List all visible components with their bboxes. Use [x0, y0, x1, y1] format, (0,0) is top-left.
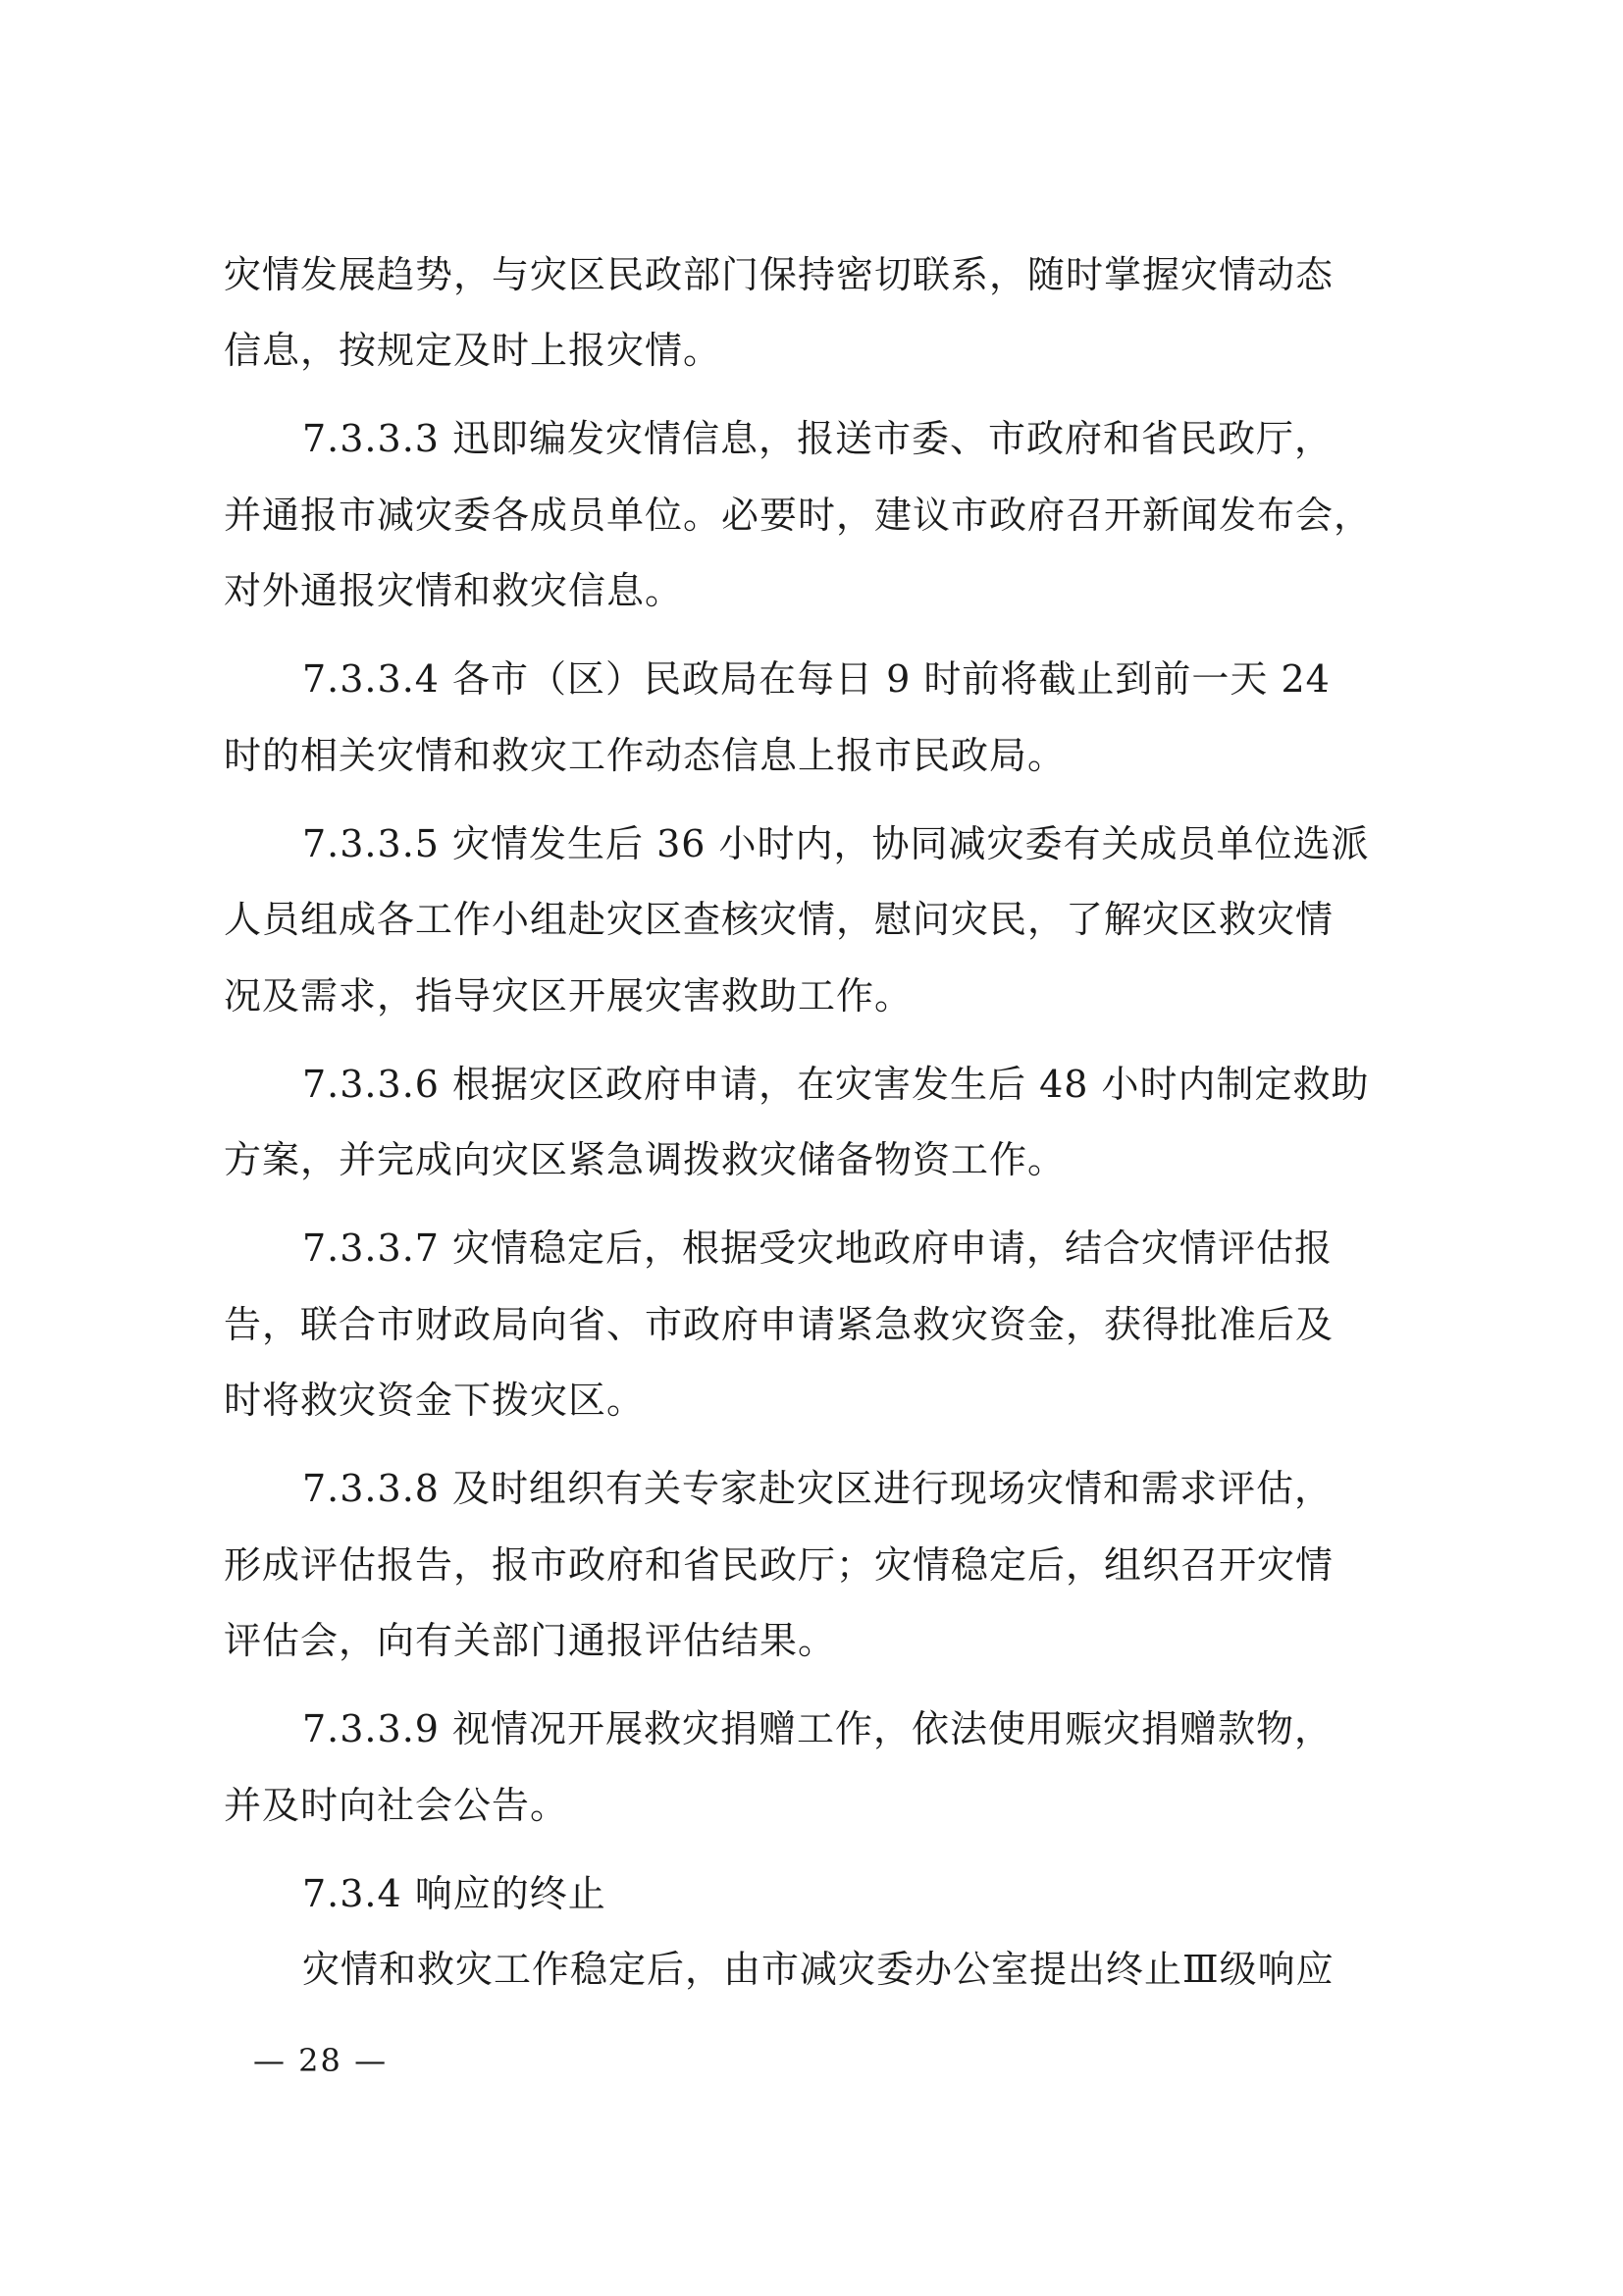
section-7-3-3-3: 7.3.3.3 迅即编发灾情信息，报送市委、市政府和省民政厅， — [302, 417, 1334, 460]
section-7-3-3-9: 7.3.3.9 视情况开展救灾捐赠工作，依法使用赈灾捐赠款物， — [302, 1707, 1334, 1750]
body-text-line: 况及需求，指导灾区开展灾害救助工作。 — [224, 974, 914, 1018]
body-text-line: 并及时向社会公告。 — [224, 1784, 569, 1827]
body-text-line: 对外通报灾情和救灾信息。 — [224, 569, 684, 612]
section-heading-7-3-4: 7.3.4 响应的终止 — [302, 1872, 606, 1915]
body-text-line: 方案，并完成向灾区紧急调拨救灾储备物资工作。 — [224, 1138, 1067, 1181]
body-text-line: 形成评估报告，报市政府和省民政厅；灾情稳定后，组织召开灾情 — [224, 1543, 1335, 1587]
page-number: — 28 — — [253, 2042, 389, 2079]
section-7-3-3-4: 7.3.3.4 各市（区）民政局在每日 9 时前将截止到前一天 24 — [302, 657, 1331, 701]
body-text-line: 并通报市减灾委各成员单位。必要时，建议市政府召开新闻发布会， — [224, 494, 1373, 537]
section-7-3-3-5: 7.3.3.5 灾情发生后 36 小时内，协同减灾委有关成员单位选派 — [302, 822, 1370, 865]
section-7-3-3-7: 7.3.3.7 灾情稳定后，根据受灾地政府申请，结合灾情评估报 — [302, 1226, 1334, 1270]
body-text-line: 时的相关灾情和救灾工作动态信息上报市民政局。 — [224, 734, 1067, 777]
body-text-line: 灾情发展趋势，与灾区民政部门保持密切联系，随时掌握灾情动态 — [224, 253, 1335, 296]
body-text-line: 人员组成各工作小组赴灾区查核灾情，慰问灾民，了解灾区救灾情 — [224, 898, 1335, 941]
body-text-line: 评估会，向有关部门通报评估结果。 — [224, 1619, 837, 1662]
body-text-line: 信息，按规定及时上报灾情。 — [224, 329, 722, 372]
section-7-3-3-6: 7.3.3.6 根据灾区政府申请，在灾害发生后 48 小时内制定救助 — [302, 1063, 1370, 1106]
body-text-line: 告，联合市财政局向省、市政府申请紧急救灾资金，获得批准后及 — [224, 1303, 1335, 1346]
section-7-3-3-8: 7.3.3.8 及时组织有关专家赴灾区进行现场灾情和需求评估， — [302, 1467, 1334, 1510]
body-text-line: 灾情和救灾工作稳定后，由市减灾委办公室提出终止Ⅲ级响应 — [302, 1948, 1335, 1991]
body-text-line: 时将救灾资金下拨灾区。 — [224, 1379, 646, 1422]
